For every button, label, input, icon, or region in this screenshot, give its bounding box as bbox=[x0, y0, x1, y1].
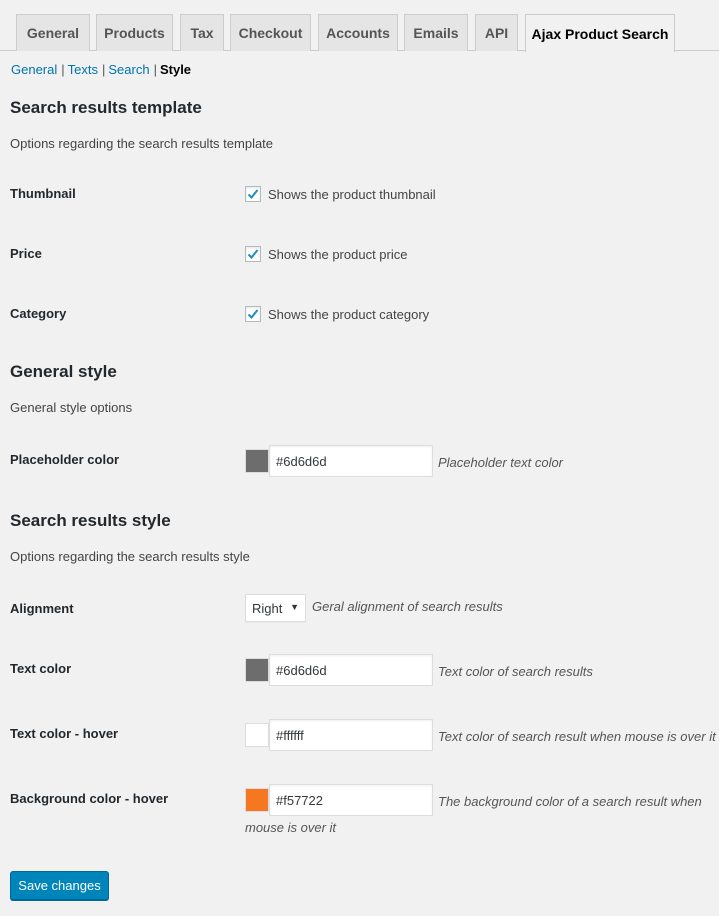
subnav-search-link[interactable]: Search bbox=[108, 62, 150, 77]
tab-emails[interactable]: Emails bbox=[404, 14, 468, 51]
placeholder-color-label: Placeholder color bbox=[10, 452, 120, 467]
bg-color-hover-help: The background color of a search result when bbox=[438, 794, 702, 809]
subnav-separator: | bbox=[153, 62, 157, 77]
tab-products[interactable]: Products bbox=[96, 14, 173, 51]
subnav-separator: | bbox=[101, 62, 106, 77]
price-checkbox[interactable] bbox=[245, 246, 261, 262]
text-color-hover-picker bbox=[245, 719, 433, 751]
category-checkbox-text: Shows the product category bbox=[268, 306, 430, 322]
subnav-general-link[interactable]: General bbox=[11, 62, 58, 77]
tab-checkout[interactable]: Checkout bbox=[230, 14, 311, 51]
section-desc-results-style: Options regarding the search results style bbox=[10, 549, 250, 564]
thumbnail-checkbox-text: Shows the product thumbnail bbox=[268, 186, 436, 202]
bg-color-hover-label: Background color - hover bbox=[10, 791, 169, 806]
section-desc-results-template: Options regarding the search results template bbox=[10, 136, 274, 151]
section-title-results-style: Search results style bbox=[10, 511, 171, 530]
thumbnail-option bbox=[245, 186, 436, 202]
price-checkbox-text: Shows the product price bbox=[268, 246, 408, 262]
section-title-results-template: Search results template bbox=[10, 98, 202, 117]
text-color-label: Text color bbox=[10, 661, 72, 676]
placeholder-color-input[interactable] bbox=[269, 445, 433, 477]
text-color-picker bbox=[245, 654, 433, 686]
subnav-texts-link[interactable]: Texts bbox=[67, 62, 98, 77]
bg-color-hover-picker bbox=[245, 784, 433, 816]
tab-api[interactable]: API bbox=[475, 14, 518, 51]
text-color-hover-label: Text color - hover bbox=[10, 726, 119, 741]
text-color-help: Text color of search results bbox=[438, 664, 593, 679]
alignment-label: Alignment bbox=[10, 601, 74, 616]
tab-ajax-product-search[interactable]: Ajax Product Search bbox=[525, 14, 675, 52]
alignment-select-value: Right bbox=[252, 600, 283, 616]
tab-tax[interactable]: Tax bbox=[180, 14, 224, 51]
text-color-hover-swatch[interactable] bbox=[245, 723, 269, 747]
category-label: Category bbox=[10, 306, 67, 321]
thumbnail-checkbox[interactable] bbox=[245, 186, 261, 202]
price-label: Price bbox=[10, 246, 42, 261]
alignment-help: Geral alignment of search results bbox=[312, 599, 503, 614]
checkmark-icon bbox=[246, 307, 260, 321]
sub-navigation bbox=[11, 62, 191, 77]
text-color-input[interactable] bbox=[269, 654, 433, 686]
text-color-swatch[interactable] bbox=[245, 658, 269, 682]
subnav-separator: | bbox=[61, 62, 65, 77]
bg-color-hover-help-cont: mouse is over it bbox=[245, 820, 337, 835]
text-color-hover-help: Text color of search result when mouse is over it bbox=[438, 729, 716, 744]
alignment-select[interactable] bbox=[245, 594, 306, 622]
category-option bbox=[245, 306, 429, 322]
bg-color-hover-swatch[interactable] bbox=[245, 788, 269, 812]
placeholder-color-help: Placeholder text color bbox=[438, 455, 564, 470]
bg-color-hover-input[interactable] bbox=[269, 784, 433, 816]
placeholder-color-picker bbox=[245, 445, 433, 477]
placeholder-color-swatch[interactable] bbox=[245, 449, 269, 473]
save-changes-button[interactable]: Save changes bbox=[10, 871, 109, 900]
text-color-hover-input[interactable] bbox=[269, 719, 433, 751]
settings-tabs bbox=[0, 0, 719, 51]
tab-accounts[interactable]: Accounts bbox=[318, 14, 398, 51]
subnav-style-current: Style bbox=[159, 62, 192, 77]
price-option bbox=[245, 246, 407, 262]
section-desc-general-style: General style options bbox=[10, 400, 133, 415]
checkmark-icon bbox=[246, 187, 260, 201]
thumbnail-label: Thumbnail bbox=[10, 186, 76, 201]
tab-general[interactable]: General bbox=[16, 14, 90, 51]
category-checkbox[interactable] bbox=[245, 306, 261, 322]
chevron-down-icon: ▼ bbox=[290, 602, 299, 612]
checkmark-icon bbox=[246, 247, 260, 261]
section-title-general-style: General style bbox=[10, 362, 117, 381]
